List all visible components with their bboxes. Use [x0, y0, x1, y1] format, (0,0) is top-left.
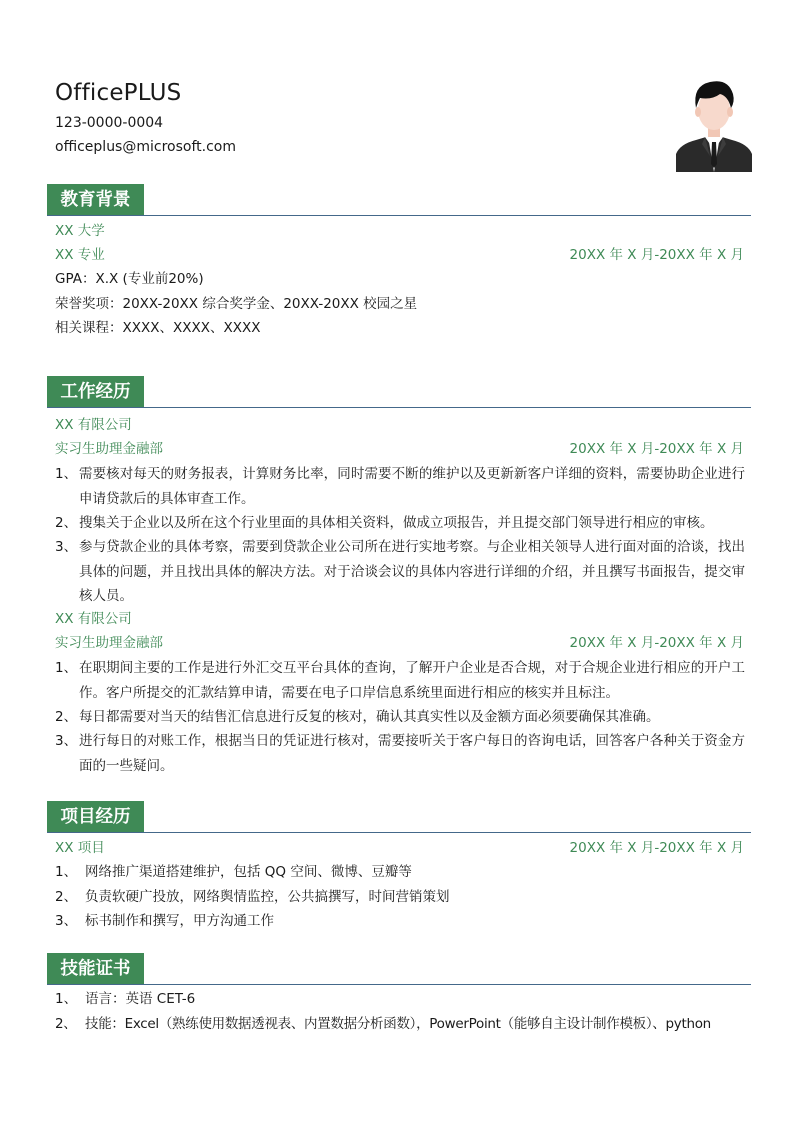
- section-work: [47, 376, 751, 410]
- item-text: 负责软硬广投放，网络舆情监控，公共搞撰写，时间营销策划: [85, 889, 450, 905]
- candidate-name: OfficePLUS: [55, 80, 182, 106]
- section-skills: [47, 953, 751, 987]
- project-name: XX 项目: [55, 840, 105, 856]
- duty-number: 1、: [55, 660, 78, 676]
- duty-text: 每日都需要对当天的结售汇信息进行反复的核对，确认其真实性以及金额方面必须要确保其准确。: [79, 709, 660, 725]
- duty-number: 1、: [55, 466, 78, 482]
- section-title-projects: 项目经历: [47, 801, 144, 833]
- avatar-photo: [676, 74, 752, 172]
- section-title-work: 工作经历: [47, 376, 144, 408]
- email-address: officeplus@microsoft.com: [55, 139, 236, 155]
- education-major: XX 专业: [55, 247, 105, 263]
- job-duty: [55, 535, 745, 609]
- project-item: [55, 860, 745, 885]
- duty-number: 3、: [55, 539, 78, 555]
- job-duty: [55, 656, 745, 705]
- section-divider: [47, 215, 751, 216]
- project-item: [55, 909, 745, 934]
- section-title-education: 教育背景: [47, 184, 144, 216]
- job-date: 20XX 年 X 月-20XX 年 X 月: [569, 635, 744, 651]
- job-duty: [55, 511, 745, 536]
- education-date: 20XX 年 X 月-20XX 年 X 月: [569, 247, 744, 263]
- duty-number: 2、: [55, 515, 78, 531]
- education-honors: 荣誉奖项：20XX-20XX 综合奖学金、20XX-20XX 校园之星: [55, 296, 418, 312]
- duty-number: 2、: [55, 709, 78, 725]
- item-text: 标书制作和撰写，甲方沟通工作: [85, 913, 274, 929]
- skill-item: [55, 987, 745, 1012]
- job-role: 实习生助理金融部: [55, 441, 163, 457]
- section-divider: [47, 407, 751, 408]
- item-text: 语言：英语 CET-6: [85, 991, 196, 1007]
- duty-number: 3、: [55, 733, 78, 749]
- section-education: [47, 184, 751, 218]
- item-number: 3、: [55, 913, 78, 929]
- job-role: 实习生助理金融部: [55, 635, 163, 651]
- job-role-row: [55, 438, 744, 460]
- section-divider: [47, 984, 751, 985]
- job-duty: [55, 462, 745, 511]
- item-text: 网络推广渠道搭建维护，包括 QQ 空间、微博、豆瓣等: [85, 864, 412, 880]
- section-title-skills: 技能证书: [47, 953, 144, 985]
- job-duty: [55, 729, 745, 778]
- item-number: 1、: [55, 991, 78, 1007]
- project-date: 20XX 年 X 月-20XX 年 X 月: [569, 840, 744, 856]
- job-company: XX 有限公司: [55, 611, 132, 627]
- job-date: 20XX 年 X 月-20XX 年 X 月: [569, 441, 744, 457]
- project-row: [55, 837, 744, 859]
- duty-text: 搜集关于企业以及所在这个行业里面的具体相关资料，做成立项报告，并且提交部门领导进行相应的审核。: [79, 515, 714, 531]
- item-number: 2、: [55, 1016, 77, 1032]
- job-company: XX 有限公司: [55, 417, 132, 433]
- job-duty: [55, 705, 745, 730]
- item-number: 1、: [55, 864, 78, 880]
- duty-text: 需要核对每天的财务报表，计算财务比率，同时需要不断的维护以及更新新客户详细的资料，需要协助企业进行申请贷款后的具体审查工作。: [79, 466, 745, 507]
- job-role-row: [55, 632, 744, 654]
- duty-text: 参与贷款企业的具体考察，需要到贷款企业公司所在进行实地考察。与企业相关领导人进行面对面的洽谈，找出具体的问题，并且找出具体的解决方法。对于洽谈会议的具体内容进行详细的介绍，并且撰写书面报告，提交审核人员。: [79, 539, 745, 604]
- skill-item: [55, 1012, 747, 1037]
- education-school: XX 大学: [55, 223, 105, 239]
- duty-text: 在职期间主要的工作是进行外汇交互平台具体的查询，了解开户企业是否合规，对于合规企业进行相应的开户工作。客户所提交的汇款结算申请，需要在电子口岸信息系统里面进行相应的核实并且标注。: [79, 660, 745, 701]
- education-courses: 相关课程：XXXX、XXXX、XXXX: [55, 320, 261, 336]
- section-projects: [47, 801, 751, 835]
- item-number: 2、: [55, 889, 78, 905]
- project-item: [55, 885, 745, 910]
- section-divider: [47, 832, 751, 833]
- duty-text: 进行每日的对账工作，根据当日的凭证进行核对，需要接听关于客户每日的咨询电话，回答客户各种关于资金方面的一些疑问。: [79, 733, 745, 774]
- education-gpa: GPA：X.X (专业前20%): [55, 271, 204, 287]
- education-major-row: [55, 244, 744, 266]
- phone-number: 123-0000-0004: [55, 115, 164, 131]
- item-text: 技能：Excel（熟练使用数据透视表、内置数据分析函数），PowerPoint（能够自主设计制作模板）、python: [85, 1016, 711, 1032]
